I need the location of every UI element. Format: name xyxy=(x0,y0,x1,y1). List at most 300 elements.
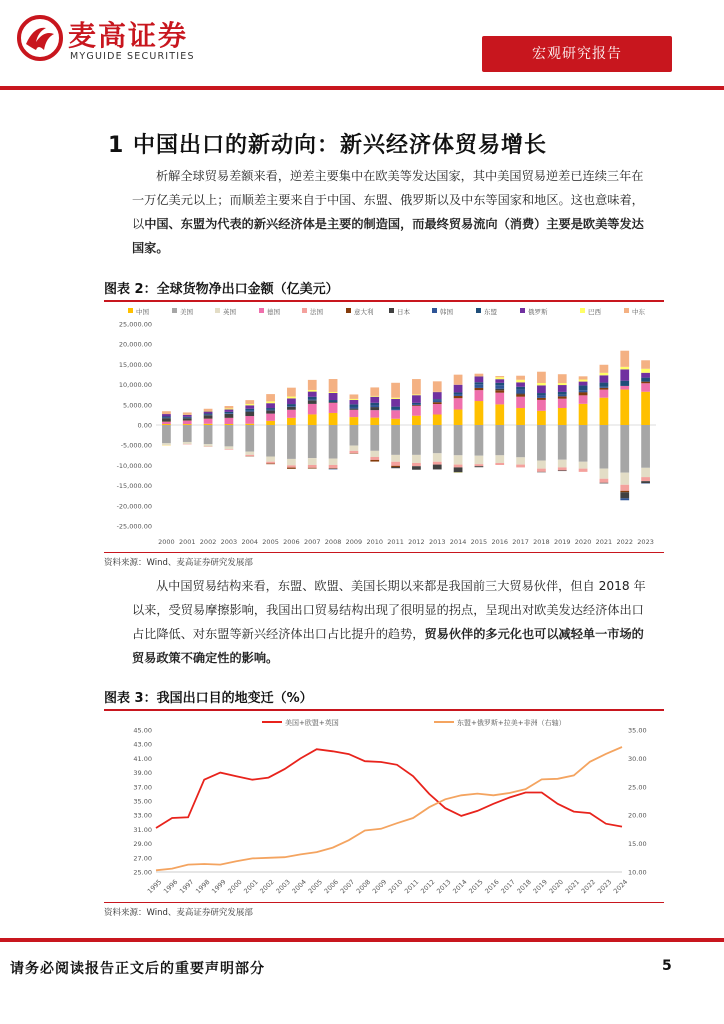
y-right-tick-label: 35.00 xyxy=(628,726,647,735)
bar-segment xyxy=(225,418,234,424)
x-tick-label: 2012 xyxy=(419,877,437,896)
bar-segment xyxy=(350,399,359,400)
bar-segment xyxy=(641,378,650,382)
bar-segment xyxy=(350,410,359,417)
bar-segment xyxy=(329,379,338,392)
bar-segment xyxy=(620,492,629,498)
y-left-tick-label: 27.00 xyxy=(133,854,152,863)
legend-swatch-5 xyxy=(302,308,307,313)
bar-segment xyxy=(225,406,234,408)
bar-segment xyxy=(225,412,234,413)
bar-segment xyxy=(370,457,379,460)
bar-segment xyxy=(475,374,484,376)
x-tick-label: 2017 xyxy=(499,877,517,896)
bar-segment xyxy=(329,469,338,470)
bar-segment xyxy=(495,376,504,377)
paragraph-2 xyxy=(132,574,652,670)
bar-segment xyxy=(350,446,359,451)
bar-segment xyxy=(245,409,254,411)
bar-segment xyxy=(183,417,192,418)
y-left-tick-label: 35.00 xyxy=(133,797,152,806)
bar-segment xyxy=(162,422,171,424)
bar-segment xyxy=(433,402,442,404)
figure-3-source-rule xyxy=(104,902,664,903)
x-tick-label: 2003 xyxy=(220,538,238,546)
bar-segment xyxy=(329,392,338,393)
bar-segment xyxy=(600,387,609,388)
bar-segment xyxy=(183,424,192,425)
bar-segment xyxy=(308,400,317,404)
y-tick-label: 20,000.00 xyxy=(118,340,152,349)
brand-name-en: MYGUIDE SECURITIES xyxy=(70,51,195,62)
bar-segment xyxy=(204,412,213,414)
bar-segment xyxy=(600,398,609,425)
bar-segment xyxy=(308,392,317,397)
bar-segment xyxy=(495,389,504,390)
paragraph-1-text: 析解全球贸易差额来看，逆差主要集中在欧美等发达国家，其中美国贸易逆差已连续三年在一万亿美元以上；而顺差主要来自于中国、东盟、俄罗斯以及中东等国家和地区。这也意味着，以 xyxy=(132,169,644,231)
bar-segment xyxy=(579,469,588,472)
bar-segment xyxy=(245,412,254,416)
x-tick-label: 2023 xyxy=(637,538,654,546)
legend-label-8: 韩国 xyxy=(440,308,453,316)
bar-segment xyxy=(454,392,463,394)
y-right-tick-label: 10.00 xyxy=(628,868,647,877)
y-tick-label: -20,000.00 xyxy=(116,502,152,511)
bar-segment xyxy=(475,425,484,456)
bar-segment xyxy=(495,390,504,392)
bar-segment xyxy=(558,383,567,385)
x-tick-label: 2008 xyxy=(354,877,373,896)
bar-segment xyxy=(162,443,171,445)
bar-segment xyxy=(350,417,359,425)
bar-segment xyxy=(162,416,171,417)
series-line-2 xyxy=(156,747,622,870)
export-destination-line-chart xyxy=(104,712,664,900)
x-tick-label: 2010 xyxy=(366,538,384,546)
bar-segment xyxy=(558,425,567,460)
legend-label-6: 意大利 xyxy=(354,308,374,316)
bar-segment xyxy=(495,463,504,465)
bar-segment xyxy=(454,385,463,393)
bar-segment xyxy=(600,425,609,469)
bar-segment xyxy=(475,401,484,425)
legend-swatch-1 xyxy=(128,308,133,313)
bar-segment xyxy=(266,414,275,421)
bar-segment xyxy=(516,393,525,394)
bar-segment xyxy=(370,451,379,457)
bar-segment xyxy=(620,473,629,485)
bar-segment xyxy=(391,409,400,410)
bar-segment xyxy=(641,468,650,477)
bar-segment xyxy=(245,455,254,456)
bar-segment xyxy=(516,382,525,386)
bar-segment xyxy=(516,376,525,380)
bar-segment xyxy=(433,400,442,402)
bar-segment xyxy=(287,404,296,406)
bar-segment xyxy=(287,407,296,410)
bar-segment xyxy=(204,444,213,446)
bar-segment xyxy=(454,396,463,398)
bar-segment xyxy=(329,393,338,400)
figure-3-source: 资料来源：Wind、麦高证券研究发展部 xyxy=(104,908,253,918)
bar-segment xyxy=(454,425,463,455)
bar-segment xyxy=(308,425,317,458)
legend-swatch-3 xyxy=(215,308,220,313)
bar-segment xyxy=(516,457,525,464)
bar-segment xyxy=(516,465,525,468)
bar-segment xyxy=(558,399,567,408)
bar-segment xyxy=(495,425,504,455)
x-tick-label: 2001 xyxy=(178,538,196,546)
x-tick-label: 2007 xyxy=(338,877,357,896)
bar-segment xyxy=(641,383,650,391)
bar-segment xyxy=(225,413,234,414)
legend-swatch-10 xyxy=(520,308,525,313)
x-tick-label: 2022 xyxy=(579,877,598,896)
bar-segment xyxy=(600,479,609,483)
bar-segment xyxy=(308,458,317,465)
bar-segment xyxy=(600,388,609,390)
bar-segment xyxy=(475,466,484,467)
bar-segment xyxy=(641,477,650,481)
x-tick-label: 2018 xyxy=(533,538,550,546)
y-tick-label: 15,000.00 xyxy=(118,360,152,369)
bar-segment xyxy=(516,397,525,408)
legend-swatch-4 xyxy=(259,308,264,313)
bar-segment xyxy=(454,467,463,472)
x-tick-label: 2022 xyxy=(616,538,634,546)
bar-segment xyxy=(620,386,629,390)
bar-segment xyxy=(266,462,275,464)
x-tick-label: 2021 xyxy=(595,538,613,546)
bar-segment xyxy=(579,390,588,392)
bar-segment xyxy=(287,406,296,407)
bar-segment xyxy=(620,369,629,380)
x-tick-label: 2006 xyxy=(322,877,341,896)
legend-label-5: 法国 xyxy=(310,308,323,316)
bar-segment xyxy=(266,457,275,462)
x-tick-label: 1997 xyxy=(178,877,196,896)
bar-segment xyxy=(266,464,275,465)
x-tick-label: 2023 xyxy=(595,877,614,896)
bar-segment xyxy=(204,419,213,424)
x-tick-label: 2009 xyxy=(345,538,363,546)
y-left-tick-label: 25.00 xyxy=(133,868,152,877)
bar-segment xyxy=(370,396,379,397)
bar-segment xyxy=(558,374,567,383)
bar-segment xyxy=(475,382,484,384)
x-tick-label: 2015 xyxy=(467,877,485,896)
bar-segment xyxy=(537,385,546,393)
bar-segment xyxy=(495,377,504,379)
bar-segment xyxy=(495,404,504,425)
x-tick-label: 2013 xyxy=(435,877,453,896)
x-tick-label: 2003 xyxy=(274,877,292,896)
bar-segment xyxy=(454,375,463,385)
bar-segment xyxy=(495,393,504,405)
legend-label-10: 俄罗斯 xyxy=(528,308,548,316)
bar-segment xyxy=(266,408,275,409)
bar-segment xyxy=(600,483,609,484)
bar-segment xyxy=(329,468,338,469)
x-tick-label: 2004 xyxy=(241,538,259,546)
header-divider xyxy=(0,86,724,90)
bar-segment xyxy=(537,398,546,400)
bar-segment xyxy=(412,416,421,425)
x-tick-label: 1998 xyxy=(194,877,212,896)
x-tick-label: 2002 xyxy=(199,538,217,546)
bar-segment xyxy=(433,465,442,470)
bar-segment xyxy=(287,397,296,399)
bar-segment xyxy=(537,425,546,461)
bar-segment xyxy=(620,351,629,367)
bar-segment xyxy=(579,392,588,395)
bar-segment xyxy=(183,415,192,417)
bar-segment xyxy=(412,403,421,404)
bar-segment xyxy=(558,408,567,425)
figure-3-label: 图表 3：我国出口目的地变迁（%） xyxy=(104,691,313,706)
x-tick-label: 2005 xyxy=(306,877,324,896)
bar-segment xyxy=(308,380,317,390)
bar-segment xyxy=(266,401,275,403)
bar-segment xyxy=(287,465,296,467)
bar-segment xyxy=(370,405,379,407)
bar-segment xyxy=(412,405,421,406)
bar-segment xyxy=(600,375,609,382)
bar-segment xyxy=(641,369,650,373)
bar-segment xyxy=(641,360,650,368)
bar-segment xyxy=(245,410,254,411)
bar-segment xyxy=(204,409,213,411)
bar-segment xyxy=(225,449,234,450)
x-tick-label: 2000 xyxy=(226,877,244,896)
x-tick-label: 2002 xyxy=(258,877,276,896)
bar-segment xyxy=(537,383,546,385)
bar-segment xyxy=(579,382,588,386)
bar-segment xyxy=(391,462,400,466)
bar-segment xyxy=(225,424,234,425)
bar-segment xyxy=(600,469,609,479)
report-type-badge: 宏观研究报告 xyxy=(482,36,672,72)
bar-segment xyxy=(600,365,609,373)
bar-segment xyxy=(620,491,629,492)
y-tick-label: 10,000.00 xyxy=(118,381,152,390)
legend-swatch-9 xyxy=(476,308,481,313)
bar-segment xyxy=(370,403,379,406)
bar-segment xyxy=(225,408,234,409)
bar-segment xyxy=(391,407,400,409)
bar-segment xyxy=(537,411,546,425)
bar-segment xyxy=(579,462,588,469)
bar-segment xyxy=(350,409,359,410)
x-tick-label: 2005 xyxy=(262,538,279,546)
bar-segment xyxy=(620,381,629,386)
x-tick-label: 1996 xyxy=(161,877,180,896)
bar-segment xyxy=(412,406,421,416)
bar-segment xyxy=(245,404,254,405)
x-tick-label: 2006 xyxy=(283,538,300,546)
bar-segment xyxy=(204,414,213,415)
y-left-tick-label: 45.00 xyxy=(133,726,152,735)
bar-segment xyxy=(537,469,546,472)
bar-segment xyxy=(641,481,650,483)
figure-2-source: 资料来源：Wind、麦高证券研究发展部 xyxy=(104,558,253,568)
bar-segment xyxy=(225,425,234,446)
page-number: 5 xyxy=(662,958,672,974)
bar-segment xyxy=(475,464,484,466)
figure-2-label: 图表 2：全球货物净出口金额（亿美元） xyxy=(104,282,339,297)
bar-segment xyxy=(579,380,588,382)
bar-segment xyxy=(391,425,400,455)
y-tick-label: -5,000.00 xyxy=(120,441,152,450)
legend-label-9: 东盟 xyxy=(484,308,497,316)
series-line-1 xyxy=(156,749,622,828)
bar-segment xyxy=(266,425,275,457)
legend-label-1: 美国+欧盟+英国 xyxy=(285,719,339,727)
x-tick-label: 2008 xyxy=(324,538,342,546)
section-title: 1 中国出口的新动向：新兴经济体贸易增长 xyxy=(108,133,547,158)
bar-segment xyxy=(287,388,296,397)
bar-segment xyxy=(329,400,338,402)
bar-segment xyxy=(183,425,192,442)
bar-segment xyxy=(329,413,338,425)
bar-segment xyxy=(516,408,525,425)
bar-segment xyxy=(183,412,192,414)
x-tick-label: 2019 xyxy=(553,538,571,546)
bar-segment xyxy=(641,392,650,425)
bar-segment xyxy=(537,393,546,395)
bar-segment xyxy=(412,425,421,455)
bar-segment xyxy=(370,418,379,425)
x-tick-label: 2011 xyxy=(387,538,404,546)
bar-segment xyxy=(475,388,484,390)
bar-segment xyxy=(412,394,421,395)
bar-segment xyxy=(350,451,359,453)
x-tick-label: 2012 xyxy=(408,538,425,546)
bar-segment xyxy=(370,387,379,395)
bar-segment xyxy=(287,425,296,459)
bar-segment xyxy=(454,455,463,464)
x-tick-label: 2011 xyxy=(403,877,421,896)
bar-segment xyxy=(308,465,317,468)
bar-segment xyxy=(412,379,421,394)
bar-segment xyxy=(266,403,275,408)
legend-label-1: 中国 xyxy=(136,308,149,316)
footer-disclaimer: 请务必阅读报告正文后的重要声明部分 xyxy=(10,961,265,977)
bar-segment xyxy=(433,425,442,453)
y-left-tick-label: 33.00 xyxy=(133,811,152,820)
bar-segment xyxy=(516,380,525,383)
bar-segment xyxy=(225,414,234,418)
x-tick-label: 2009 xyxy=(370,877,389,896)
bar-segment xyxy=(475,384,484,388)
legend-label-2: 美国 xyxy=(180,308,193,316)
bar-segment xyxy=(600,390,609,398)
bar-segment xyxy=(162,418,171,421)
bar-segment xyxy=(433,453,442,461)
footer-divider xyxy=(0,938,724,942)
bar-segment xyxy=(329,465,338,468)
x-tick-label: 2014 xyxy=(449,538,467,546)
bar-segment xyxy=(412,455,421,463)
bar-segment xyxy=(495,383,504,385)
paragraph-2-bold: 贸易伙伴的多元化也可以减轻单一市场的贸易政策不确定性的影响。 xyxy=(132,627,644,665)
x-tick-label: 2016 xyxy=(483,877,501,896)
bar-segment xyxy=(350,407,359,409)
paragraph-2-text: 从中国贸易结构来看，东盟、欧盟、美国长期以来都是我国前三大贸易伙伴，但自 2018 年以来，受贸易摩擦影响，我国出口贸易结构出现了很明显的拐点，呈现出对欧美发达经济体出口占比降低、对东盟等新兴经济体出口占比提升的趋势， xyxy=(132,579,646,641)
x-tick-label: 2024 xyxy=(611,877,630,896)
figure-2-source-rule xyxy=(104,552,664,553)
x-tick-label: 2001 xyxy=(242,877,260,896)
legend-label-3: 英国 xyxy=(223,308,236,316)
bar-segment xyxy=(454,410,463,425)
bar-segment xyxy=(391,383,400,398)
bar-segment xyxy=(412,395,421,403)
bar-segment xyxy=(183,442,192,444)
bar-segment xyxy=(287,468,296,469)
bar-segment xyxy=(329,403,338,413)
bar-segment xyxy=(579,395,588,403)
bar-segment xyxy=(579,385,588,390)
bar-segment xyxy=(370,407,379,410)
bar-segment xyxy=(162,424,171,425)
bar-segment xyxy=(391,398,400,399)
bar-segment xyxy=(266,421,275,425)
x-tick-label: 1995 xyxy=(145,877,164,896)
bar-segment xyxy=(620,390,629,425)
bar-segment xyxy=(266,394,275,401)
bar-segment xyxy=(516,387,525,390)
legend-label-7: 日本 xyxy=(397,308,410,316)
bar-segment xyxy=(412,466,421,470)
bar-segment xyxy=(391,399,400,407)
bar-segment xyxy=(370,425,379,451)
bar-segment xyxy=(391,467,400,468)
bar-segment xyxy=(433,414,442,425)
bar-segment xyxy=(350,400,359,404)
bar-segment xyxy=(433,392,442,399)
x-tick-label: 2020 xyxy=(574,538,592,546)
figure-3-rule xyxy=(104,709,664,711)
y-left-tick-label: 39.00 xyxy=(133,769,152,778)
bar-segment xyxy=(495,455,504,463)
bar-segment xyxy=(475,390,484,401)
bar-segment xyxy=(454,398,463,409)
bar-segment xyxy=(245,452,254,455)
bar-segment xyxy=(370,397,379,403)
bar-segment xyxy=(245,424,254,425)
x-tick-label: 2020 xyxy=(547,877,565,896)
bar-segment xyxy=(245,416,254,424)
bar-segment xyxy=(600,373,609,375)
legend-label-11: 巴西 xyxy=(588,308,601,316)
x-tick-label: 2017 xyxy=(512,538,529,546)
x-tick-label: 2019 xyxy=(531,877,549,896)
bar-segment xyxy=(579,425,588,462)
bar-segment xyxy=(558,396,567,398)
y-tick-label: 0.00 xyxy=(137,421,152,430)
bar-segment xyxy=(204,424,213,425)
legend-swatch-11 xyxy=(580,308,585,313)
bar-segment xyxy=(537,461,546,469)
x-tick-label: 2004 xyxy=(290,877,308,896)
bar-segment xyxy=(183,421,192,424)
x-tick-label: 2021 xyxy=(563,877,582,896)
bar-segment xyxy=(412,404,421,405)
net-export-stacked-bar-chart xyxy=(104,302,664,550)
bar-segment xyxy=(516,394,525,396)
bar-segment xyxy=(287,398,296,404)
